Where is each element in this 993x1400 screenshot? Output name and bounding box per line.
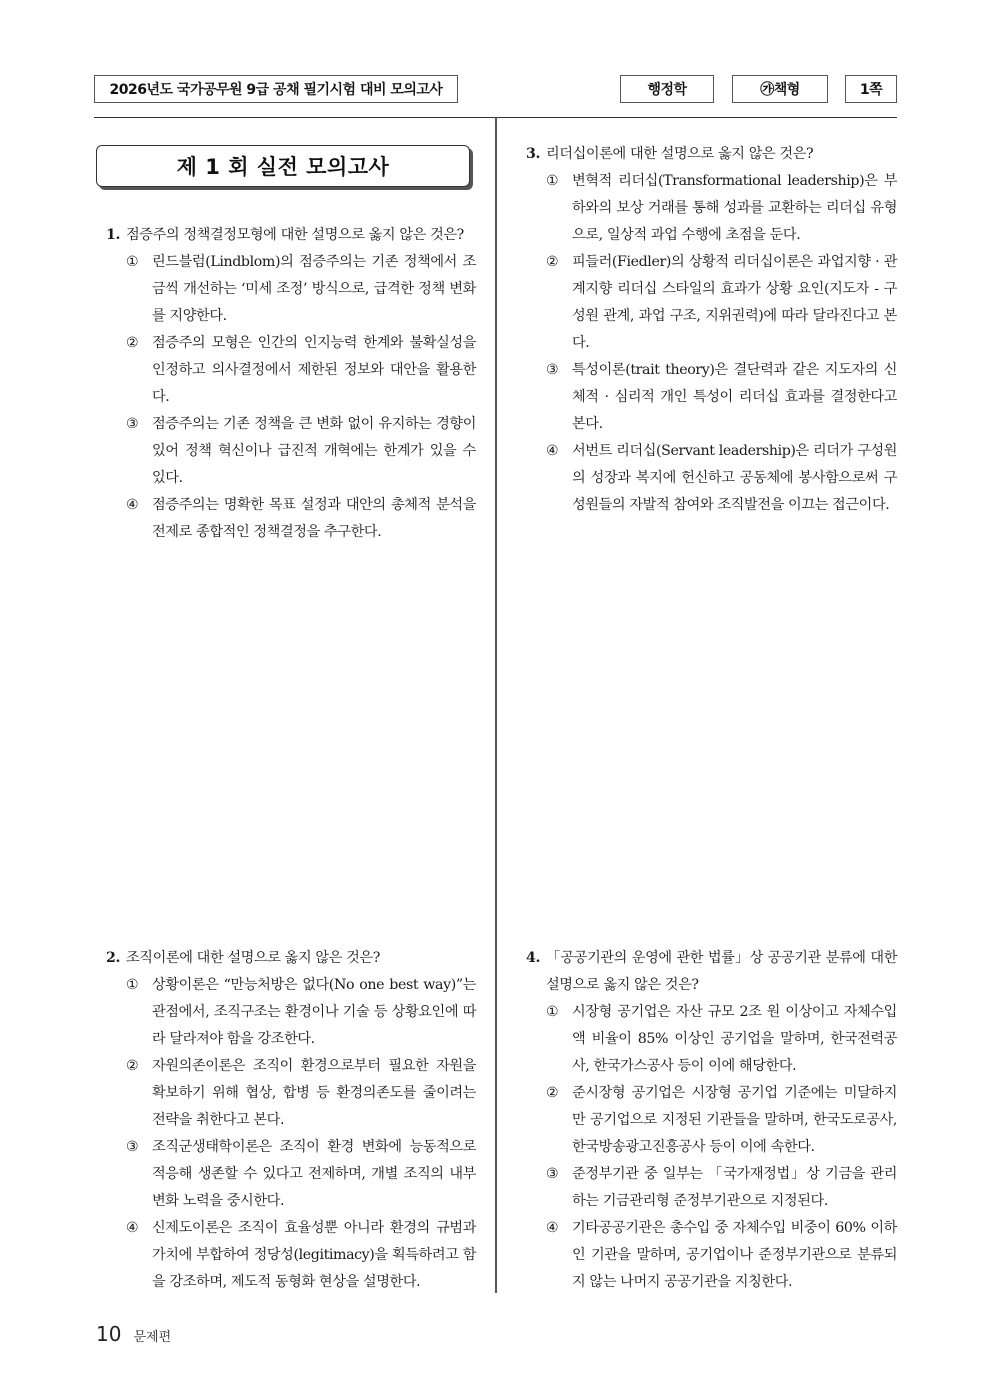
column-divider: [495, 117, 497, 1293]
option-mark: ②: [546, 254, 559, 270]
option-mark: ③: [546, 362, 559, 378]
option-mark: ①: [546, 173, 559, 189]
option-text: 서번트 리더십(Servant leadership)은 리더가 구성원의 성장과 복지에 헌신하고 공동체에 봉사함으로써 구성원들의 자발적 참여와 조직발전을 이끄는 접근이다.: [572, 443, 897, 513]
question-3: [526, 141, 897, 519]
option-mark: ④: [126, 1220, 139, 1236]
footer-section-label: 문제편: [133, 1330, 172, 1345]
exam-title-box: [94, 75, 458, 103]
question-1: [106, 222, 476, 546]
question-stem: 「공공기관의 운영에 관한 법률」상 공공기관 분류에 대한 설명으로 옳지 않은 것은?: [546, 950, 897, 993]
question-number: 1.: [106, 227, 121, 243]
question-number: 4.: [526, 950, 541, 966]
option-text: 변혁적 리더십(Transformational leadership)은 부하와의 보상 거래를 통해 성과를 교환하는 리더십 유형으로, 일상적 과업 수행에 초점을 둔다.: [572, 173, 897, 243]
option-text: 상황이론은 “만능처방은 없다(No one best way)”는 관점에서, 조직구조는 환경이나 기술 등 상황요인에 따라 달라져야 함을 강조한다.: [152, 977, 476, 1047]
option-text: 신제도이론은 조직이 효율성뿐 아니라 환경의 규범과 가치에 부합하여 정당성(legitimacy)을 획득하려고 함을 강조하며, 제도적 동형화 현상을 설명한다.: [152, 1220, 476, 1290]
option-mark: ④: [546, 443, 559, 459]
option-1[interactable]: [126, 249, 476, 330]
option-text: 린드블럼(Lindblom)의 점증주의는 기존 정책에서 조금씩 개선하는 ‘미세 조정’ 방식으로, 급격한 정책 변화를 지양한다.: [152, 254, 476, 324]
option-3[interactable]: [546, 1161, 897, 1215]
question-4: [526, 945, 897, 1296]
option-text: 기타공공기관은 총수입 중 자체수입 비중이 60% 이하인 기관을 말하며, 공기업이나 준정부기관으로 분류되지 않는 나머지 공공기관을 지칭한다.: [572, 1220, 897, 1290]
option-mark: ②: [546, 1085, 559, 1101]
option-text: 점증주의 모형은 인간의 인지능력 한계와 불확실성을 인정하고 의사결정에서 제한된 정보와 대안을 활용한다.: [152, 335, 476, 405]
option-text: 준정부기관 중 일부는 「국가재정법」상 기금을 관리하는 기금관리형 준정부기관으로 지정된다.: [572, 1166, 897, 1209]
booklet-type-box: [732, 75, 828, 103]
option-4[interactable]: [546, 438, 897, 519]
option-1[interactable]: [546, 999, 897, 1080]
option-3[interactable]: [126, 411, 476, 492]
section-title: 제 1 회 실전 모의고사: [176, 155, 390, 179]
subject-box: [620, 75, 714, 103]
option-1[interactable]: [546, 168, 897, 249]
option-2[interactable]: [126, 330, 476, 411]
option-text: 준시장형 공기업은 시장형 공기업 기준에는 미달하지만 공기업으로 지정된 기관들을 말하며, 한국도로공사, 한국방송광고진흥공사 등이 이에 속한다.: [572, 1085, 897, 1155]
page-label: 1쪽: [859, 82, 883, 98]
option-text: 특성이론(trait theory)은 결단력과 같은 지도자의 신체적 · 심리적 개인 특성이 리더십 효과를 결정한다고 본다.: [572, 362, 897, 432]
option-3[interactable]: [546, 357, 897, 438]
subject-label: 행정학: [647, 82, 687, 98]
question-2: [106, 945, 476, 1296]
option-mark: ①: [126, 977, 139, 993]
option-mark: ③: [546, 1166, 559, 1182]
option-mark: ④: [546, 1220, 559, 1236]
page-box: [845, 75, 897, 103]
option-text: 조직군생태학이론은 조직이 환경 변화에 능동적으로 적응해 생존할 수 있다고 전제하며, 개별 조직의 내부 변화 노력을 중시한다.: [152, 1139, 476, 1209]
question-stem: 점증주의 정책결정모형에 대한 설명으로 옳지 않은 것은?: [126, 227, 464, 243]
option-1[interactable]: [126, 972, 476, 1053]
option-text: 자원의존이론은 조직이 환경으로부터 필요한 자원을 확보하기 위해 협상, 합병 등 환경의존도를 줄이려는 전략을 취한다고 본다.: [152, 1058, 476, 1128]
option-mark: ②: [126, 335, 139, 351]
option-mark: ④: [126, 497, 139, 513]
option-mark: ③: [126, 416, 139, 432]
question-stem: 조직이론에 대한 설명으로 옳지 않은 것은?: [126, 950, 380, 966]
option-2[interactable]: [546, 249, 897, 357]
footer-page-number: 10: [96, 1322, 122, 1346]
option-mark: ③: [126, 1139, 139, 1155]
option-2[interactable]: [126, 1053, 476, 1134]
question-number: 2.: [106, 950, 121, 966]
option-4[interactable]: [546, 1215, 897, 1296]
booklet-type-label: ㉮책형: [760, 82, 800, 98]
option-mark: ①: [126, 254, 139, 270]
exam-title: 2026년도 국가공무원 9급 공채 필기시험 대비 모의고사: [109, 82, 443, 98]
option-mark: ①: [546, 1004, 559, 1020]
question-number: 3.: [526, 146, 541, 162]
option-text: 시장형 공기업은 자산 규모 2조 원 이상이고 자체수입액 비율이 85% 이상인 공기업을 말하며, 한국전력공사, 한국가스공사 등이 이에 해당한다.: [572, 1004, 897, 1074]
section-title-box: [96, 145, 470, 187]
page-footer: [96, 1322, 171, 1346]
option-text: 피들러(Fiedler)의 상황적 리더십이론은 과업지향 · 관계지향 리더십 스타일의 효과가 상황 요인(지도자 - 구성원 관계, 과업 구조, 지위권력)에 따라 달라진다고 본다.: [572, 254, 897, 351]
option-2[interactable]: [546, 1080, 897, 1161]
option-mark: ②: [126, 1058, 139, 1074]
option-4[interactable]: [126, 1215, 476, 1296]
question-stem: 리더십이론에 대한 설명으로 옳지 않은 것은?: [546, 146, 814, 162]
option-3[interactable]: [126, 1134, 476, 1215]
option-text: 점증주의는 명확한 목표 설정과 대안의 총체적 분석을 전제로 종합적인 정책결정을 추구한다.: [152, 497, 476, 540]
option-4[interactable]: [126, 492, 476, 546]
option-text: 점증주의는 기존 정책을 큰 변화 없이 유지하는 경향이 있어 정책 혁신이나 급진적 개혁에는 한계가 있을 수 있다.: [152, 416, 476, 486]
